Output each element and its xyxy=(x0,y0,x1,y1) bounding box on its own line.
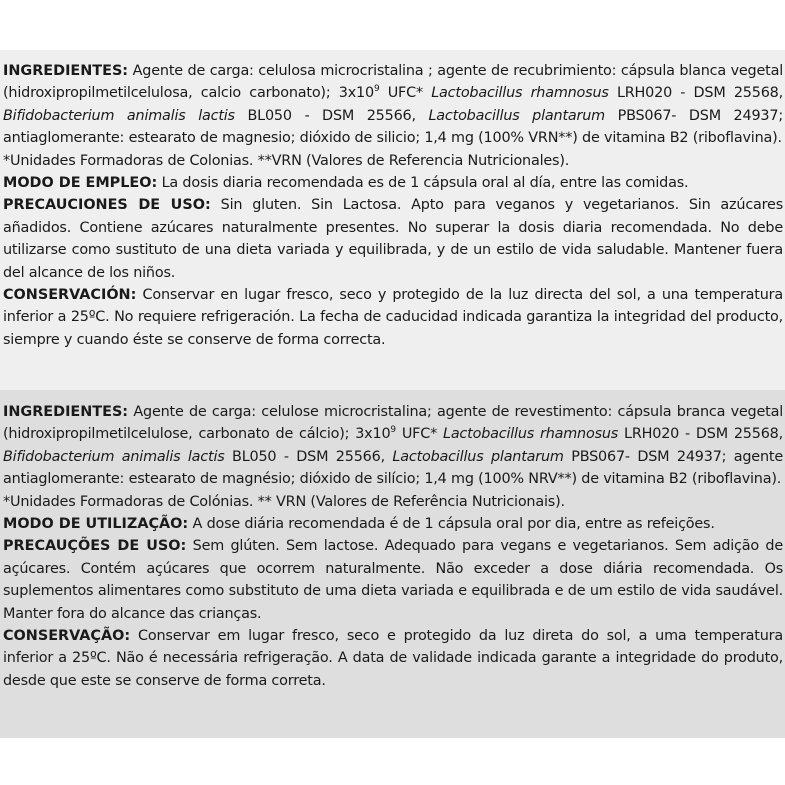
usage-text: La dosis diaria recomendada es de 1 cápsula oral al día, entre las comidas. xyxy=(157,175,689,192)
strain-name: Lactobacillus plantarum xyxy=(392,448,564,465)
storage-paragraph-pt xyxy=(3,625,783,692)
precautions-paragraph-es xyxy=(3,194,783,284)
strain-name: Lactobacillus rhamnosus xyxy=(431,85,609,102)
ingredients-text: LRH020 - DSM 25568, xyxy=(608,85,783,102)
strain-name: Bifidobacterium animalis lactis xyxy=(3,107,235,124)
storage-text: Conservar em lugar fresco, seco e protegido da luz direta do sol, a uma temperatura inferior a 25ºC. Não é necessária refrigeração. A data de validade indicada garante a integridade do produto, desde que este se conserve de forma correta. xyxy=(3,628,783,689)
ingredients-text: Agente de carga: celulose microcristalina; agente de revestimento: cápsula branca vegetal (hidroxipropilmetilcelulose, carbonato de cálcio); 3x10 xyxy=(3,404,783,443)
portuguese-label-section xyxy=(0,390,785,738)
precautions-heading-pt: PRECAUÇÕES DE USO: xyxy=(3,538,187,555)
precautions-text: Sem glúten. Sem lactose. Adequado para vegans e vegetarianos. Sem adição de açúcares. Contém açúcares que ocorrem naturalmente. Não exceder a dose diária recomendada. Os suplementos alimentares como substituto de uma dieta variada e equilibrada e de um estilo de vida saudável. Manter fora do alcance das crianças. xyxy=(3,538,783,622)
ingredients-text: BL050 - DSM 25566, xyxy=(234,107,429,124)
ingredients-paragraph-es xyxy=(3,60,783,150)
ingredients-text: PBS067- DSM 24937; antiaglomerante: estearato de magnesio; dióxido de silicio; 1,4 mg (100% VRN**) de vitamina B2 (riboflavina). xyxy=(3,107,783,147)
exponent: 9 xyxy=(390,425,396,436)
storage-paragraph-es xyxy=(3,284,783,351)
strain-name: Lactobacillus plantarum xyxy=(428,107,605,124)
ingredients-text: Agente de carga: celulosa microcristalina ; agente de recubrimiento: cápsula blanca vegetal (hidroxipropilmetilcelulosa, calcio carbonato); 3x10 xyxy=(3,63,783,102)
usage-text: A dose diária recomendada é de 1 cápsula oral por dia, entre as refeições. xyxy=(188,516,715,533)
storage-heading-pt: CONSERVAÇÃO: xyxy=(3,628,131,645)
strain-name: Bifidobacterium animalis lactis xyxy=(3,448,225,465)
usage-paragraph-es xyxy=(3,172,783,194)
ingredients-text: LRH020 - DSM 25568, xyxy=(618,426,783,443)
ingredients-heading-pt: INGREDIENTES: xyxy=(3,404,129,420)
ingredients-paragraph-pt xyxy=(3,401,783,491)
precautions-heading-es: PRECAUCIONES DE USO: xyxy=(3,197,211,214)
precautions-paragraph-pt xyxy=(3,535,783,625)
storage-heading-es: CONSERVACIÓN: xyxy=(3,287,137,304)
storage-text: Conservar en lugar fresco, seco y protegido de la luz directa del sol, a una temperatura inferior a 25ºC. No requiere refrigeración. La fecha de caducidad indicada garantiza la integridad del producto, siempre y cuando éste se conserve de forma correcta. xyxy=(3,287,783,348)
ingredients-text: PBS067- DSM 24937; agente antiaglomerante: estearato de magnésio; dióxido de silício; 1,4 mg (100% NRV**) de vitamina B2 (riboflavina). xyxy=(3,448,783,488)
footnote-es: *Unidades Formadoras de Colonias. **VRN (Valores de Referencia Nutricionales). xyxy=(3,152,570,169)
footnote-pt: *Unidades Formadoras de Colónias. ** VRN (Valores de Referência Nutricionais). xyxy=(3,493,565,510)
usage-heading-es: MODO DE EMPLEO: xyxy=(3,175,158,192)
spanish-label-section xyxy=(0,50,785,390)
ingredients-text: BL050 - DSM 25566, xyxy=(224,448,393,465)
exponent: 9 xyxy=(373,84,380,95)
precautions-text: Sin gluten. Sin Lactosa. Apto para veganos y vegetarianos. Sin azúcares añadidos. Contiene azúcares naturalmente presentes. No superar la dosis diaria recomendada. No debe utilizarse como sustituto de una dieta variada y equilibrada, y de un estilo de vida saludable. Mantener fuera del alcance de los niños. xyxy=(3,197,784,281)
ingredients-text: UFC* xyxy=(395,426,443,443)
usage-paragraph-pt xyxy=(3,513,783,535)
usage-heading-pt: MODO DE UTILIZAÇÃO: xyxy=(3,516,189,533)
ingredients-heading-es: INGREDIENTES: xyxy=(3,63,129,79)
strain-name: Lactobacillus rhamnosus xyxy=(443,426,619,443)
ingredients-text: UFC* xyxy=(379,85,432,102)
